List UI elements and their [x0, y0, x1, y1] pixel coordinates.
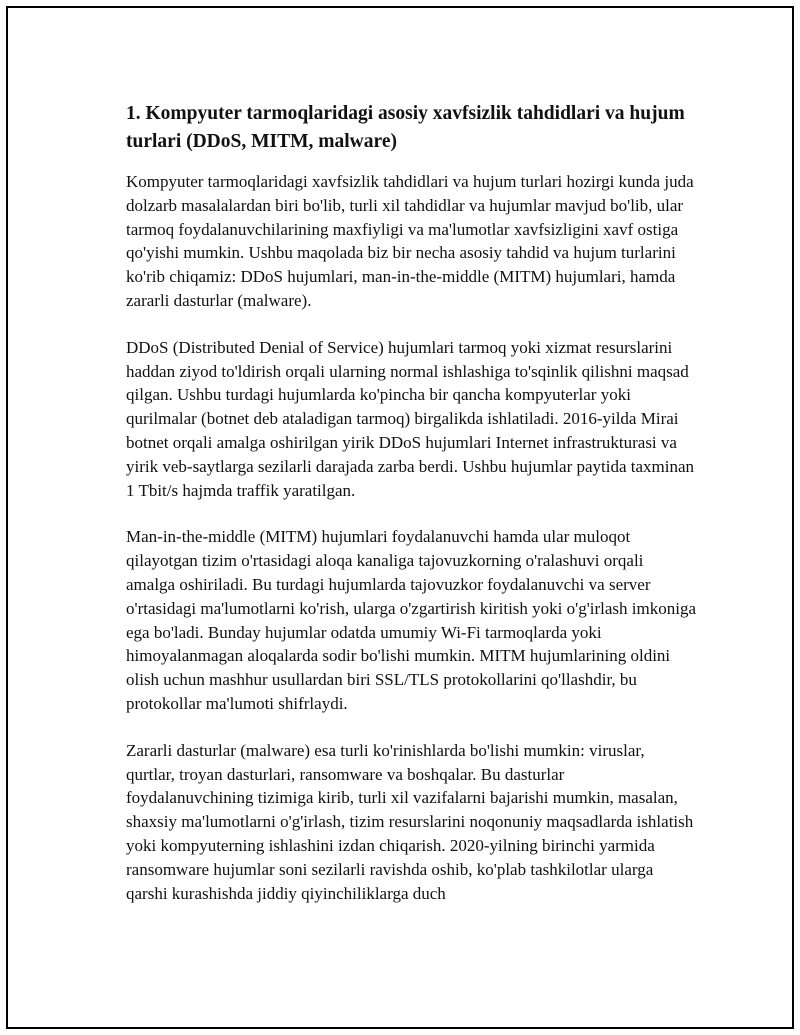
paragraph-ddos: DDoS (Distributed Denial of Service) hujumlari tarmoq yoki xizmat resurslarini haddan ziyod to'ldirish orqali ularning normal ishlashiga to'sqinlik qilishni maqsad qilgan. Ushbu turdagi hujumlarda ko'pincha bir qancha kompyuterlar yoki qurilmalar (botnet deb ataladigan tarmoq) birgalikda ishlatiladi. 2016-yilda Mirai botnet orqali amalga oshirilgan yirik DDoS hujumlari Internet infrastrukturasi va yirik veb-saytlarga sezilarli darajada zarba berdi. Ushbu hujumlar paytida taxminan 1 Tbit/s hajmda traffik yaratilgan.	[126, 337, 695, 500]
paragraph-intro: Kompyuter tarmoqlaridagi xavfsizlik tahdidlari va hujum turlari hozirgi kunda juda dolzarb masalalardan biri bo'lib, turli xil tahdidlar va hujumlar mavjud bo'lib, ular tarmoq foydalanuvchilarining maxfiyligi va ma'lumotlar xavfsizligini xavf ostiga qo'yishi mumkin. Ushbu maqolada biz bir necha asosiy tahdid va hujum turlarini ko'rib chiqamiz: DDoS hujumlari, man-in-the-middle (MITM) hujumlari, hamda zararli dasturlar (malware).	[126, 172, 694, 310]
section-heading: 1. Kompyuter tarmoqlaridagi asosiy xavfsizlik tahdidlari va hujum turlari (DDoS, MITM, malware)	[126, 103, 685, 152]
paragraph-malware: Zararli dasturlar (malware) esa turli ko'rinishlarda bo'lishi mumkin: viruslar, qurtlar, troyan dasturlari, ransomware va boshqalar. Bu dasturlar foydalanuvchining tizimiga kirib, turli xil vazifalarni bajarishi mumkin, masalan, shaxsiy ma'lumotlarni o'g'irlash, tizim resurslarini noqonuniy maqsadlarda ishlatish yoki kompyuterning ishlashini izdan chiqarish. 2020-yilning birinchi yarmida ransomware hujumlar soni sezilarli ravishda oshib, ko'plab tashkilotlar ularga qarshi kurashishda jiddiy qiyinchiliklarga duch	[126, 740, 694, 903]
paragraph-mitm: Man-in-the-middle (MITM) hujumlari foydalanuvchi hamda ular muloqot qilayotgan tizim o'rtasidagi aloqa kanaliga tajovuzkorning o'ralashuvi orqali amalga oshiriladi. Bu turdagi hujumlarda tajovuzkor foydalanuvchi va server o'rtasidagi ma'lumotlarni ko'rish, ularga o'zgartirish kiritish yoki o'g'irlash imkoniga ega bo'ladi. Bunday hujumlar odatda umumiy Wi-Fi tarmoqlarda yoki himoyalanmagan aloqalarda sodir bo'lishi mumkin. MITM hujumlarining oldini olish uchun mashhur usullardan biri SSL/TLS protokollarini qo'llashdir, bu protokollar ma'lumoti shifrlaydi.	[126, 527, 696, 713]
document-body	[126, 100, 696, 928]
page-frame	[6, 6, 794, 1029]
